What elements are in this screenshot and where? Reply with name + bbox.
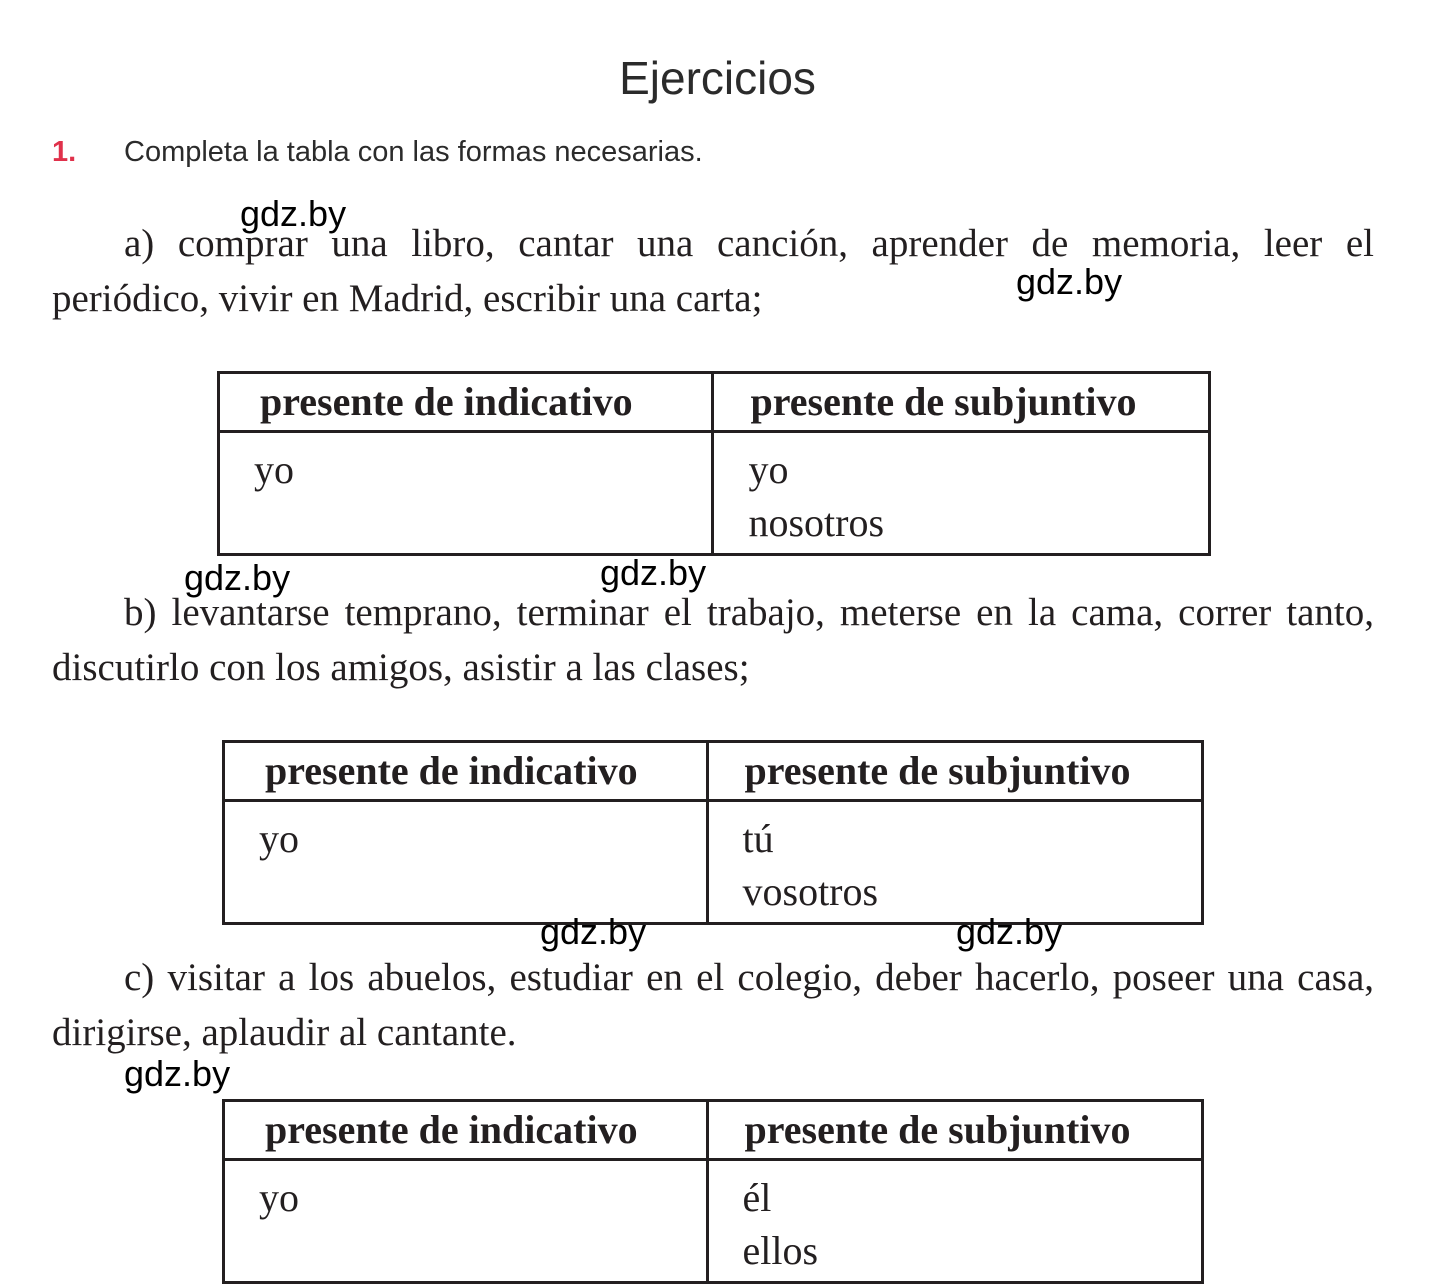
conjugation-table-b <box>222 740 1204 925</box>
watermark: gdz.by <box>124 1053 231 1094</box>
header-indicativo: presente de indicativo <box>224 742 708 801</box>
header-subjuntivo: presente de subjuntivo <box>707 742 1203 801</box>
conjugation-table-a <box>217 371 1211 556</box>
exercise-instruction: Completa la tabla con las formas necesarias. <box>124 136 703 168</box>
pronoun: tú <box>742 816 774 861</box>
header-subjuntivo: presente de subjuntivo <box>713 373 1210 432</box>
cell-subjuntivo <box>713 432 1210 555</box>
table-row <box>219 432 1210 555</box>
pronoun: él <box>742 1175 772 1220</box>
exercise-number: 1. <box>52 136 77 168</box>
watermark: gdz.by <box>600 552 707 593</box>
watermark: gdz.by <box>184 557 291 598</box>
header-subjuntivo: presente de subjuntivo <box>707 1101 1203 1160</box>
table-row <box>224 801 1203 924</box>
section-b-text: b) levantarse temprano, terminar el trabajo, meterse en la cama, correr tanto, discutirlo con los amigos, asistir a las clases; <box>52 591 1374 689</box>
table-header-row <box>219 373 1210 432</box>
cell-subjuntivo <box>707 1160 1203 1283</box>
pronoun: vosotros <box>742 869 879 914</box>
watermark: gdz.by <box>240 193 347 234</box>
cell-subjuntivo <box>707 801 1203 924</box>
section-c-text: c) visitar a los abuelos, estudiar en el colegio, deber hacerlo, poseer una casa, dirigirse, aplaudir al cantante. <box>52 956 1374 1054</box>
watermark: gdz.by <box>540 911 647 952</box>
table-header-row <box>224 742 1203 801</box>
pronoun: ellos <box>742 1228 819 1273</box>
table-header-row <box>224 1101 1203 1160</box>
pronoun: yo <box>259 816 299 861</box>
watermark: gdz.by <box>956 911 1063 952</box>
cell-indicativo <box>219 432 713 555</box>
conjugation-table-c <box>222 1099 1204 1284</box>
cell-indicativo <box>224 1160 708 1283</box>
pronoun: yo <box>254 447 294 492</box>
header-indicativo: presente de indicativo <box>219 373 713 432</box>
pronoun: yo <box>259 1175 299 1220</box>
header-indicativo: presente de indicativo <box>224 1101 708 1160</box>
page-title: Ejercicios <box>619 52 816 104</box>
table-row <box>224 1160 1203 1283</box>
pronoun: yo <box>748 447 789 492</box>
cell-indicativo <box>224 801 708 924</box>
section-a-text: a) comprar una libro, cantar una canción, aprender de memoria, leer el periódico, vivir en Madrid, escribir una carta; <box>52 222 1374 320</box>
watermark: gdz.by <box>1016 261 1123 302</box>
pronoun: nosotros <box>748 500 885 545</box>
